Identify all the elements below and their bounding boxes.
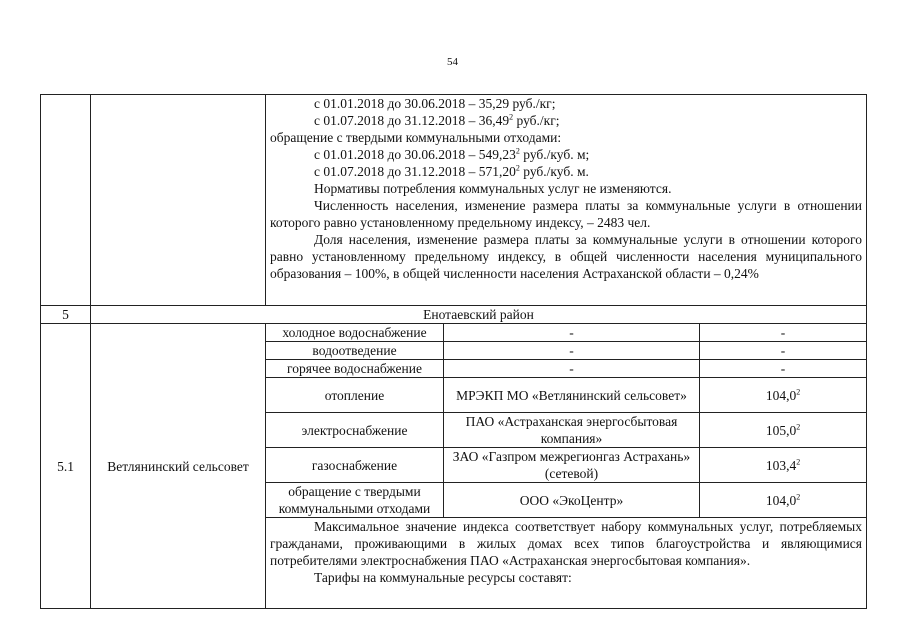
- tariff-table: [40, 94, 867, 609]
- settlement-name: Ветлянинский сельсовет: [91, 324, 266, 609]
- service-name: водоотведение: [266, 342, 444, 360]
- continuation-text: [266, 95, 867, 306]
- cell-empty-name: [91, 95, 266, 306]
- service-name: отопление: [266, 378, 444, 413]
- tariff-line: с 01.01.2018 до 30.06.2018 – 35,29 руб./кг;: [314, 96, 556, 111]
- max-index-paragraph: Максимальное значение индекса соответствует набору коммунальных услуг, потребляемых гражданами, проживающими в жилых домах всех типов благоустройства и являющимися потребителями электроснабжения ПАО «Астраханская энергосбытовая компания».: [270, 519, 862, 568]
- population-paragraph: Численность населения, изменение размера платы за коммунальные услуги в отношении которого равно установленному предельному индексу, – 2483 чел.: [270, 198, 862, 230]
- settlement-text: [266, 518, 867, 609]
- service-index: 105,0$^2$: [700, 413, 867, 448]
- settlement-number: 5.1: [41, 324, 91, 609]
- page-number: 54: [447, 56, 458, 68]
- service-index: 103,4$^2$: [700, 448, 867, 483]
- tariff-line: обращение с твердыми коммунальными отходами:: [270, 130, 562, 145]
- service-org: -: [444, 342, 700, 360]
- service-org: -: [444, 324, 700, 342]
- service-index: 104,0$^2$: [700, 378, 867, 413]
- service-name: холодное водоснабжение: [266, 324, 444, 342]
- service-row: [41, 324, 867, 342]
- service-name: электроснабжение: [266, 413, 444, 448]
- service-org: МРЭКП МО «Ветлянинский сельсовет»: [444, 378, 700, 413]
- service-org: ПАО «Астраханская энергосбытовая компания»: [444, 413, 700, 448]
- tariffs-heading: Тарифы на коммунальные ресурсы составят:: [314, 570, 572, 585]
- district-name: Енотаевский район: [91, 306, 867, 324]
- district-number: 5: [41, 306, 91, 324]
- tariff-line: с 01.07.2018 до 31.12.2018 – 36,49$^2$ руб./кг;: [314, 112, 560, 128]
- norms-paragraph: Нормативы потребления коммунальных услуг не изменяются.: [314, 181, 672, 196]
- service-name: газоснабжение: [266, 448, 444, 483]
- service-index: -: [700, 360, 867, 378]
- service-index: -: [700, 342, 867, 360]
- tariff-line: с 01.01.2018 до 30.06.2018 – 549,23$^2$ руб./куб. м;: [314, 146, 590, 162]
- cell-empty-num: [41, 95, 91, 306]
- continuation-row: [41, 95, 867, 306]
- service-name: горячее водоснабжение: [266, 360, 444, 378]
- service-index: -: [700, 324, 867, 342]
- service-index: 104,0$^2$: [700, 483, 867, 518]
- share-paragraph: Доля населения, изменение размера платы за коммунальные услуги в отношении которого равно установленному предельному индексу, в общей численности населения муниципального образования – 100%, в общей численности населения Астраханской области – 0,24%: [270, 232, 862, 281]
- tariff-line: с 01.07.2018 до 31.12.2018 – 571,20$^2$ руб./куб. м.: [314, 163, 589, 179]
- district-row: [41, 306, 867, 324]
- service-org: -: [444, 360, 700, 378]
- service-org: ООО «ЭкоЦентр»: [444, 483, 700, 518]
- service-org: ЗАО «Газпром межрегионгаз Астрахань» (сетевой): [444, 448, 700, 483]
- service-name: обращение с твердыми коммунальными отходами: [266, 483, 444, 518]
